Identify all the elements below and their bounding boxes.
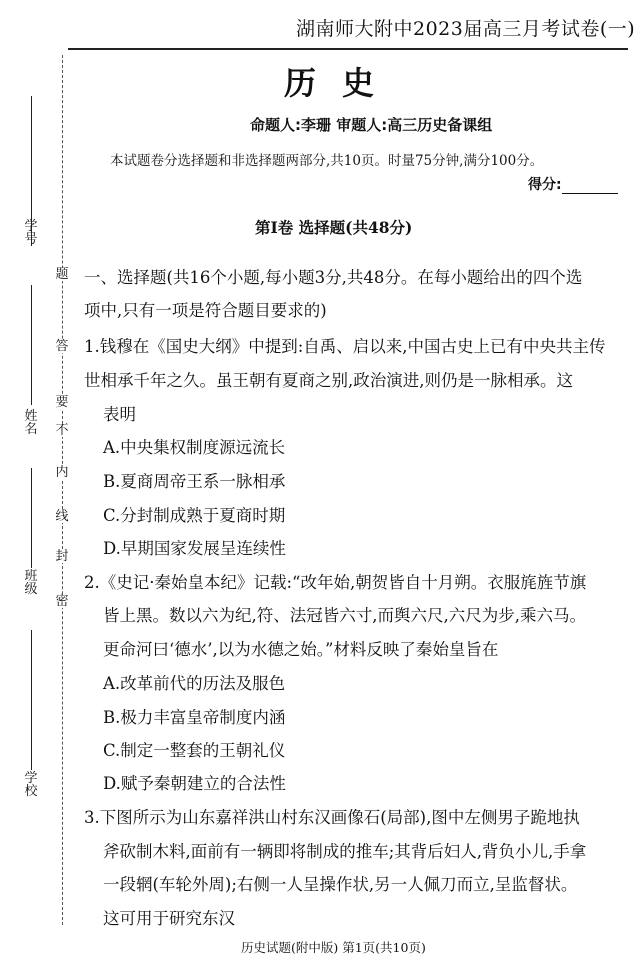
seal-dashed-line (62, 55, 63, 925)
header-rule (68, 48, 628, 50)
margin-label-school: 学 校 (24, 771, 38, 799)
q1-option-a: A.中央集权制度源远流长 (103, 438, 286, 457)
q2-stem-line3: 更命河曰‘德水’,以为水德之始。”材料反映了秦始皇旨在 (103, 640, 499, 659)
part-title: 第Ⅰ卷 选择题(共48分) (255, 218, 413, 237)
score-label: 得分: (528, 177, 562, 193)
q1-option-b: B.夏商周帝王系一脉相承 (103, 472, 286, 491)
seal-char: 答 (55, 339, 69, 354)
q1-stem-line3: 表明 (103, 405, 136, 424)
q1-option-d: D.早期国家发展呈连续性 (103, 539, 286, 558)
subject-title: 历史 (284, 64, 401, 102)
seal-char: 要 (55, 395, 69, 410)
q2-option-c: C.制定一整套的王朝礼仪 (103, 741, 286, 760)
seal-char: 不 (55, 423, 69, 438)
margin-line-school (31, 630, 32, 770)
margin-line-name (31, 285, 32, 405)
exam-header: 湖南师大附中2023届高三月考试卷(一) (296, 18, 636, 40)
score-field (528, 174, 618, 194)
q2-option-a: A.改革前代的历法及服色 (103, 674, 286, 693)
page-footer: 历史试题(附中版) 第1页(共10页) (241, 940, 426, 955)
section-instruction-line2: 项中,只有一项是符合题目要求的) (84, 301, 327, 320)
q3-stem-line1: 3.下图所示为山东嘉祥洪山村东汉画像石(局部),图中左侧男子跪地执 (84, 808, 580, 827)
seal-char: 封 (55, 549, 69, 564)
q1-option-c: C.分封制成熟于夏商时期 (103, 506, 286, 525)
section-instruction-line1: 一、选择题(共16个小题,每小题3分,共48分。在每小题给出的四个选 (84, 268, 583, 287)
seal-char: 线 (55, 509, 69, 524)
q2-stem-line1: 2.《史记·秦始皇本纪》记载:“改年始,朝贺皆自十月朔。衣服旄旌节旗 (84, 573, 587, 592)
exam-authors: 命题人:李珊 审题人:高三历史备课组 (250, 116, 493, 134)
q2-option-b: B.极力丰富皇帝制度内涵 (103, 708, 286, 727)
q1-stem-line2: 世相承千年之久。虽王朝有夏商之别,政治演进,则仍是一脉相承。这 (84, 371, 573, 390)
score-blank (562, 179, 618, 194)
q3-stem-line3: 一段辋(车轮外周);右侧一人呈操作状,另一人佩刀而立,呈监督状。 (103, 875, 578, 894)
margin-line-class (31, 468, 32, 568)
seal-char: 题 (55, 267, 69, 282)
seal-char: 内 (55, 465, 69, 480)
q3-stem-line2: 斧砍制木料,面前有一辆即将制成的推车;其背后妇人,背负小儿,手拿 (103, 842, 587, 861)
exam-intro: 本试题卷分选择题和非选择题两部分,共10页。时量75分钟,满分100分。 (110, 153, 544, 169)
margin-label-class: 班 级 (24, 569, 38, 597)
margin-label-student-id: 学 号 (24, 219, 38, 247)
margin-label-name: 姓 名 (24, 409, 38, 437)
q2-stem-line2: 皆上黑。数以六为纪,符、法冠皆六寸,而舆六尺,六尺为步,乘六马。 (103, 606, 586, 625)
q2-option-d: D.赋予秦朝建立的合法性 (103, 774, 286, 793)
q1-stem-line1: 1.钱穆在《国史大纲》中提到:自禹、启以来,中国古史上已有中央共主传 (84, 337, 606, 356)
seal-char: 密 (55, 594, 69, 609)
q3-stem-line4: 这可用于研究东汉 (103, 909, 235, 928)
